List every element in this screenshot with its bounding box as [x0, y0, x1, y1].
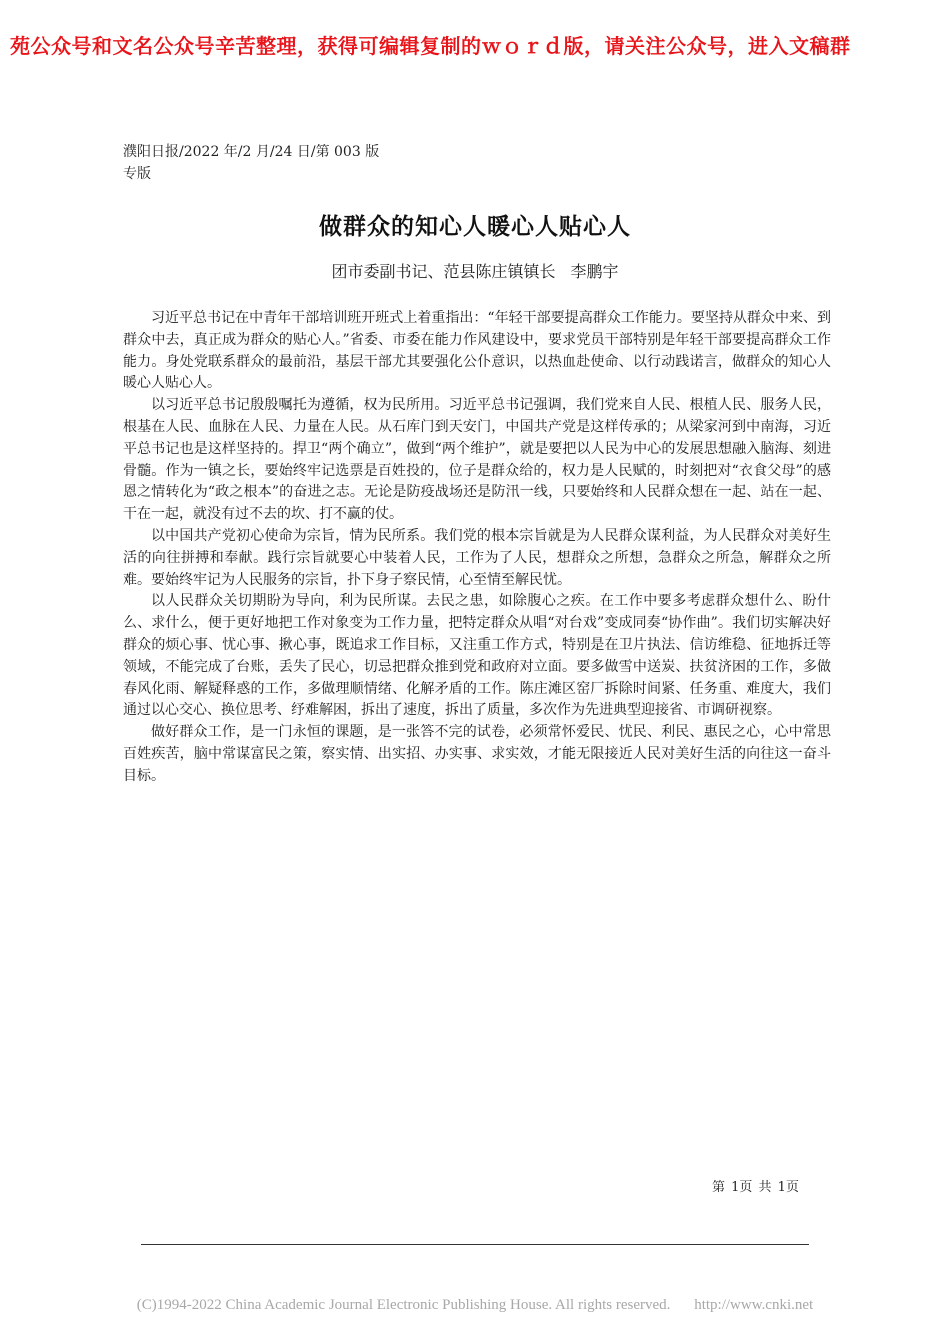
source-line: 濮阳日报/2022 年/2 月/24 日/第 003 版专版 — [123, 144, 380, 182]
paragraph: 以习近平总书记殷殷嘱托为遵循，权为民所用。习近平总书记强调，我们党来自人民、根植人民、服务人民，根基在人民、血脉在人民、力量在人民。从石库门到天安门，中国共产党是这样传承的；从梁家河到中南海，习近平总书记也是这样坚持的。捍卫“两个确立”，做到“两个维护”，就是要把以人民为中心的发展思想融入脑海、刻进骨髓。作为一镇之长，要始终牢记选票是百姓投的，位子是群众给的，权力是人民赋的，时刻把对“衣食父母”的感恩之情转化为“政之根本”的奋进之志。无论是防疫战场还是防汛一线，只要始终和人民群众想在一起、站在一起、干在一起，就没有过不去的坎、打不赢的仗。 — [123, 397, 831, 523]
article-title: 做群众的知心人暖心人贴心人 — [319, 213, 631, 240]
page-indicator: 第 1页 共 1页 — [712, 1180, 799, 1195]
watermark-banner: 苑公众号和文名公众号辛苦整理，获得可编辑复制的ｗｏｒｄ版，请关注公众号，进入文稿群 — [10, 34, 851, 58]
footer-divider — [141, 1244, 809, 1245]
article-author: 团市委副书记、范县陈庄镇镇长 李鹏宇 — [331, 262, 619, 281]
article-body — [123, 308, 831, 788]
paragraph: 做好群众工作，是一门永恒的课题，是一张答不完的试卷，必须常怀爱民、忧民、利民、惠民之心，心中常思百姓疾苦，脑中常谋富民之策，察实情、出实招、办实事、求实效，才能无限接近人民对美好生活的向往这一奋斗目标。 — [123, 724, 831, 784]
paragraph: 以中国共产党初心使命为宗旨，情为民所系。我们党的根本宗旨就是为人民群众谋利益，为人民群众对美好生活的向往拼搏和奉献。践行宗旨就要心中装着人民，工作为了人民，想群众之所想，急群众之所急，解群众之所难。要始终牢记为人民服务的宗旨，扑下身子察民情，心至情至解民忧。 — [123, 527, 831, 588]
copyright-footer — [0, 1297, 950, 1314]
paragraph: 习近平总书记在中青年干部培训班开班式上着重指出：“年轻干部要提高群众工作能力。要坚持从群众中来、到群众中去，真正成为群众的贴心人。”省委、市委在能力作风建设中，要求党员干部特别是年轻干部要提高群众工作能力。身处党联系群众的最前沿，基层干部尤其要强化公仆意识，以热血赴使命、以行动践诺言，做群众的知心人暖心人贴心人。 — [123, 310, 831, 392]
copyright-text: (C)1994-2022 China Academic Journal Electronic Publishing House. All rights reserved. — [136, 1297, 671, 1313]
paragraph: 以人民群众关切期盼为导向，利为民所谋。去民之患，如除腹心之疾。在工作中要多考虑群众想什么、盼什么、求什么，便于更好地把工作对象变为工作力量，把特定群众从唱“对台戏”变成同奏“协作曲”。我们切实解决好群众的烦心事、忧心事、揪心事，既追求工作目标，又注重工作方式，特别是在卫片执法、信访维稳、征地拆迁等领域，不能完成了台账，丢失了民心，切忌把群众推到党和政府对立面。要多做雪中送炭、扶贫济困的工作，多做春风化雨、解疑释惑的工作，多做理顺情绪、化解矛盾的工作。陈庄滩区窑厂拆除时间紧、任务重、难度大，我们通过以心交心、换位思考、纾难解困，拆出了速度，拆出了质量，多次作为先进典型迎接省、市调研视察。 — [123, 593, 831, 719]
cnki-link[interactable]: http://www.cnki.net — [694, 1297, 814, 1313]
